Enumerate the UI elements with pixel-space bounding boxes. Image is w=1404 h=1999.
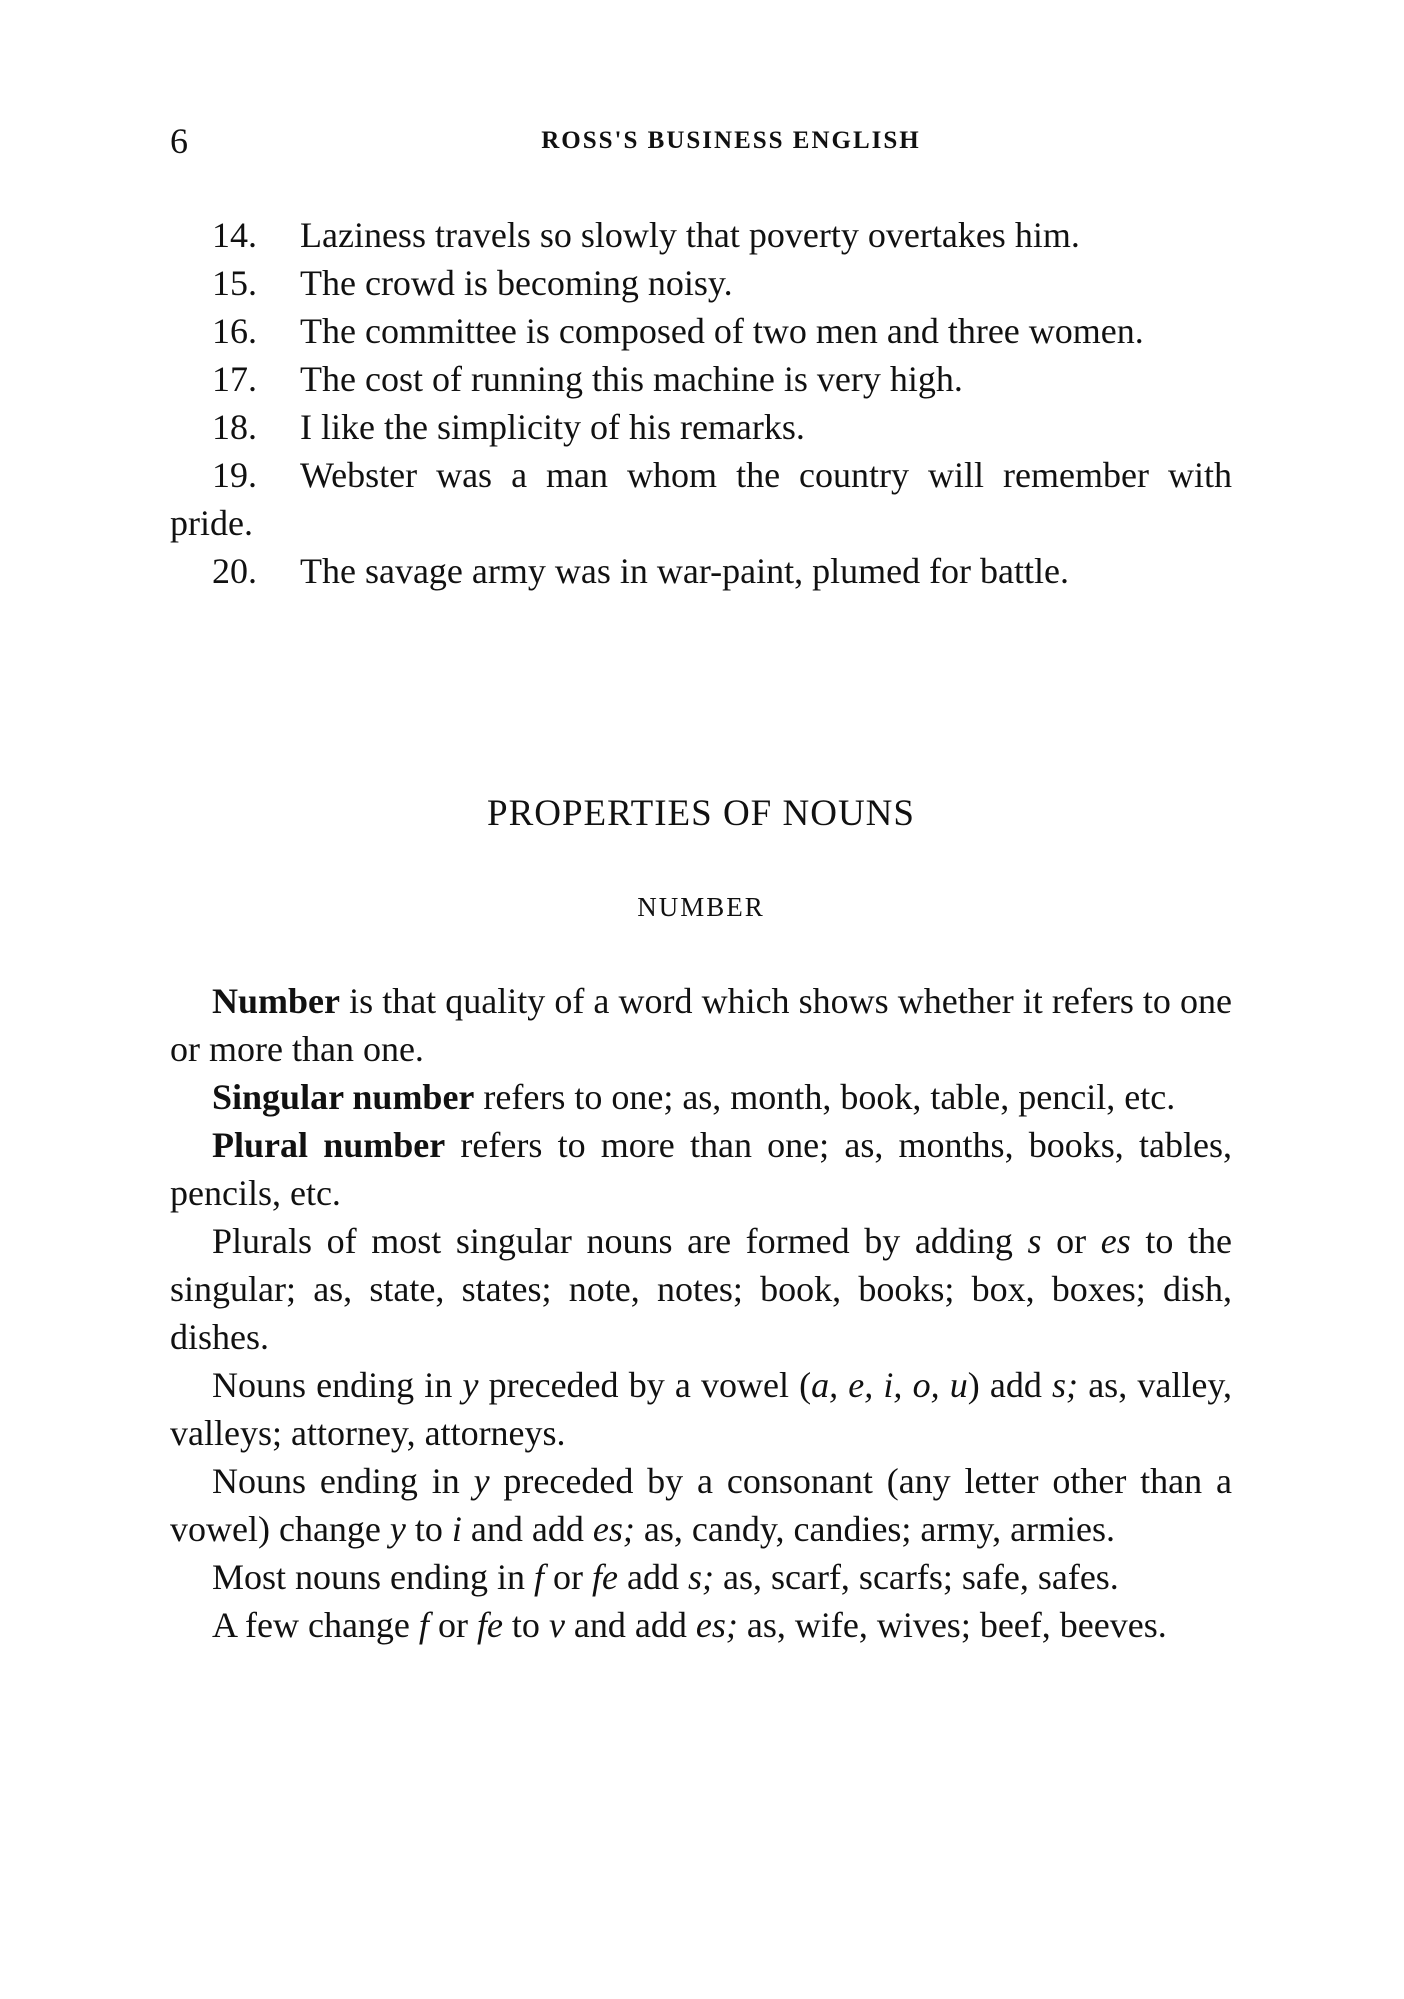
exercise-item bbox=[170, 403, 1232, 451]
term-plural: Plural number bbox=[212, 1125, 446, 1165]
definition-plural bbox=[170, 1121, 1232, 1217]
rule-italic: y bbox=[462, 1365, 479, 1405]
definition-text: is that quality of a word which shows whether it refers to one or more than one. bbox=[170, 981, 1232, 1069]
definitions-block bbox=[170, 977, 1232, 1649]
exercise-number: 15. bbox=[212, 263, 257, 303]
rule-italic: y bbox=[389, 1509, 406, 1549]
exercise-number: 19. bbox=[212, 455, 257, 495]
exercise-item bbox=[170, 451, 1232, 547]
rule-italic: s; bbox=[688, 1557, 714, 1597]
rule-text: as, valley, valleys; attorney, attorneys. bbox=[170, 1365, 1232, 1453]
exercise-text: The committee is composed of two men and three women. bbox=[300, 311, 1144, 351]
exercise-text: The crowd is becoming noisy. bbox=[300, 263, 733, 303]
exercise-number: 17. bbox=[212, 359, 257, 399]
rule-italic: es; bbox=[695, 1605, 738, 1645]
rule-italic: es bbox=[1100, 1221, 1131, 1261]
rule-text: as, scarf, scarfs; safe, safes. bbox=[714, 1557, 1119, 1597]
rule-italic: v bbox=[548, 1605, 565, 1645]
exercise-text: I like the simplicity of his remarks. bbox=[300, 407, 805, 447]
rule-text: as, wife, wives; beef, beeves. bbox=[737, 1605, 1167, 1645]
exercise-item bbox=[170, 211, 1232, 259]
rule-text: A few change bbox=[212, 1605, 419, 1645]
rule-italic: i bbox=[451, 1509, 462, 1549]
rule-text: Most nouns ending in bbox=[212, 1557, 535, 1597]
exercise-item bbox=[170, 355, 1232, 403]
sub-heading: NUMBER bbox=[637, 892, 765, 922]
definition-text: refers to one; as, month, book, table, pencil, etc. bbox=[474, 1077, 1176, 1117]
rule-text: preceded by a consonant (any letter other than a vowel) change bbox=[170, 1461, 1232, 1549]
exercise-text: Webster was a man whom the country will remember with pride. bbox=[170, 455, 1232, 543]
rule-text: add bbox=[618, 1557, 688, 1597]
term-singular: Singular number bbox=[212, 1077, 475, 1117]
exercise-item bbox=[170, 307, 1232, 355]
exercise-number: 14. bbox=[212, 215, 257, 255]
page-number: 6 bbox=[170, 121, 188, 161]
rule-text: Plurals of most singular nouns are formed by adding bbox=[212, 1221, 1028, 1261]
exercise-item bbox=[170, 259, 1232, 307]
rule-paragraph bbox=[170, 1361, 1232, 1457]
rule-italic: s; bbox=[1052, 1365, 1079, 1405]
rule-text: and add bbox=[564, 1605, 696, 1645]
rule-italic: a, e, i, o, u bbox=[811, 1365, 968, 1405]
exercise-item bbox=[170, 547, 1232, 595]
rule-italic: f bbox=[534, 1557, 545, 1597]
rule-italic: f bbox=[418, 1605, 429, 1645]
exercise-list bbox=[170, 211, 1232, 595]
rule-italic: s bbox=[1027, 1221, 1042, 1261]
definition-text: refers to more than one; as, months, books, tables, pencils, etc. bbox=[170, 1125, 1232, 1213]
book-title: ROSS'S BUSINESS ENGLISH bbox=[541, 127, 921, 154]
rule-paragraph bbox=[170, 1457, 1232, 1553]
rule-paragraph bbox=[170, 1217, 1232, 1361]
rule-italic: fe bbox=[476, 1605, 503, 1645]
exercise-number: 16. bbox=[212, 311, 257, 351]
rule-text: or bbox=[428, 1605, 477, 1645]
rule-italic: es; bbox=[592, 1509, 635, 1549]
rule-text: to the singular; as, state, states; note, notes; book, books; box, boxes; dish, dishes. bbox=[170, 1221, 1232, 1357]
term-number: Number bbox=[212, 981, 340, 1021]
running-head bbox=[170, 120, 1232, 160]
rule-text: as, candy, candies; army, armies. bbox=[634, 1509, 1116, 1549]
rule-text: Nouns ending in bbox=[212, 1461, 474, 1501]
rule-italic: fe bbox=[592, 1557, 619, 1597]
rule-text: Nouns ending in bbox=[212, 1365, 463, 1405]
exercise-text: Laziness travels so slowly that poverty overtakes him. bbox=[300, 215, 1080, 255]
exercise-text: The cost of running this machine is very high. bbox=[300, 359, 963, 399]
definition-number bbox=[170, 977, 1232, 1073]
exercise-number: 20. bbox=[212, 551, 257, 591]
exercise-text: The savage army was in war-paint, plumed for battle. bbox=[300, 551, 1070, 591]
rule-text: to bbox=[405, 1509, 452, 1549]
rule-text: or bbox=[1041, 1221, 1101, 1261]
exercise-number: 18. bbox=[212, 407, 257, 447]
definition-singular bbox=[170, 1073, 1232, 1121]
rule-italic: y bbox=[473, 1461, 490, 1501]
rule-text: and add bbox=[461, 1509, 593, 1549]
rule-text: to bbox=[502, 1605, 549, 1645]
rule-paragraph bbox=[170, 1553, 1232, 1601]
rule-text: preceded by a vowel ( bbox=[478, 1365, 812, 1405]
rule-text: ) add bbox=[967, 1365, 1053, 1405]
rule-paragraph bbox=[170, 1601, 1232, 1649]
section-heading: PROPERTIES OF NOUNS bbox=[487, 793, 915, 834]
rule-text: or bbox=[544, 1557, 593, 1597]
